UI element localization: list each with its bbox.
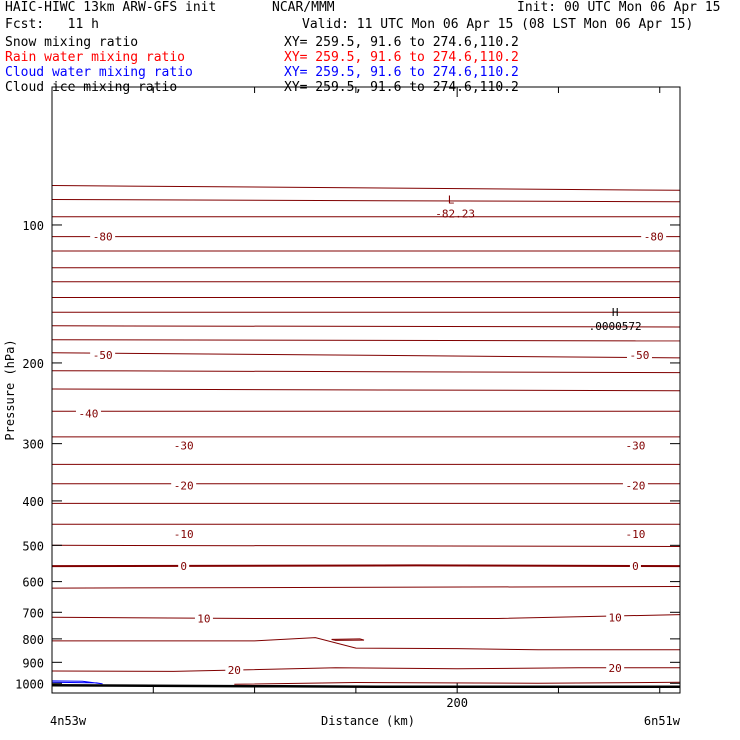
x-axis-label: Distance (km) — [321, 714, 415, 728]
contour-label: -50 — [92, 348, 113, 362]
y-tick-label: 900 — [22, 656, 44, 671]
contour-label-layer — [76, 194, 666, 677]
x-tick-label: 200 — [446, 696, 469, 710]
x-end-location: 6n51w — [643, 714, 680, 728]
contour-label: -50 — [629, 348, 650, 362]
legend-xy-range: XY= 259.5, 91.6 to 274.6,110.2 — [284, 35, 519, 50]
institution-label: NCAR/MMM — [272, 0, 335, 15]
high-marker: H — [611, 306, 619, 320]
y-tick-label: 700 — [22, 606, 44, 621]
valid-time: Valid: 11 UTC Mon 06 Apr 15 (08 LST Mon 06 Apr 15) — [302, 17, 694, 32]
contour-line — [52, 668, 680, 672]
y-axis-label: Pressure (hPa) — [3, 339, 17, 441]
y-tick-label: 800 — [22, 632, 44, 647]
contour-label: 0 — [180, 560, 187, 574]
legend-label: Snow mixing ratio — [5, 35, 139, 50]
contour-line — [52, 326, 680, 327]
contour-label: 0 — [632, 560, 639, 574]
contour-line — [52, 389, 680, 391]
y-tick-label: 400 — [22, 494, 44, 509]
contour-label: -30 — [173, 439, 194, 453]
terrain-line — [52, 685, 680, 687]
contour-line — [52, 545, 680, 546]
extremum-value: -82.23 — [435, 207, 475, 221]
contour-label: -20 — [625, 479, 646, 493]
contour-label: 10 — [197, 612, 211, 626]
init-time: Init: 00 UTC Mon 06 Apr 15 — [517, 0, 721, 15]
contour-label: -30 — [625, 439, 646, 453]
forecast-hour: Fcst: 11 h — [5, 17, 99, 32]
y-tick-label: 200 — [22, 356, 44, 371]
legend-label: Rain water mixing ratio — [5, 50, 186, 65]
contour-line — [52, 371, 680, 373]
contour-layer — [52, 186, 680, 687]
y-tick-label: 600 — [22, 575, 44, 590]
y-tick-label: 300 — [22, 437, 44, 452]
legend-label: Cloud ice mixing ratio — [5, 80, 178, 95]
contour-label: 20 — [608, 661, 622, 675]
low-marker: L — [447, 193, 455, 207]
extremum-value: .0000572 — [588, 320, 642, 334]
y-tick-label: 100 — [22, 218, 44, 233]
y-tick-label: 1000 — [15, 677, 44, 692]
contour-line — [52, 565, 680, 566]
contour-label: -80 — [643, 230, 664, 244]
contour-line — [52, 615, 680, 619]
contour-line — [332, 639, 364, 641]
legend-label: Cloud water mixing ratio — [5, 65, 193, 80]
contour-label: -10 — [625, 527, 646, 541]
contour-label: -80 — [92, 230, 113, 244]
contour-line — [52, 200, 680, 202]
model-title: HAIC-HIWC 13km ARW-GFS init — [5, 0, 217, 15]
contour-line — [52, 186, 680, 191]
y-tick-label: 500 — [22, 539, 44, 554]
legend-xy-range: XY= 259.5, 91.6 to 274.6,110.2 — [284, 50, 519, 65]
contour-label: -40 — [78, 407, 99, 421]
contour-line — [52, 638, 680, 650]
contour-label: -20 — [173, 479, 194, 493]
x-start-location: 4n53w — [50, 714, 87, 728]
legend-xy-range: XY= 259.5, 91.6 to 274.6,110.2 — [284, 65, 519, 80]
contour-label: 10 — [608, 611, 622, 625]
contour-line — [52, 587, 680, 589]
contour-line — [52, 353, 680, 358]
contour-label: -10 — [173, 527, 194, 541]
legend-xy-range: XY= 259.5, 91.6 to 274.6,110.2 — [284, 80, 519, 95]
contour-line — [52, 340, 680, 341]
contour-label: 20 — [227, 663, 241, 677]
